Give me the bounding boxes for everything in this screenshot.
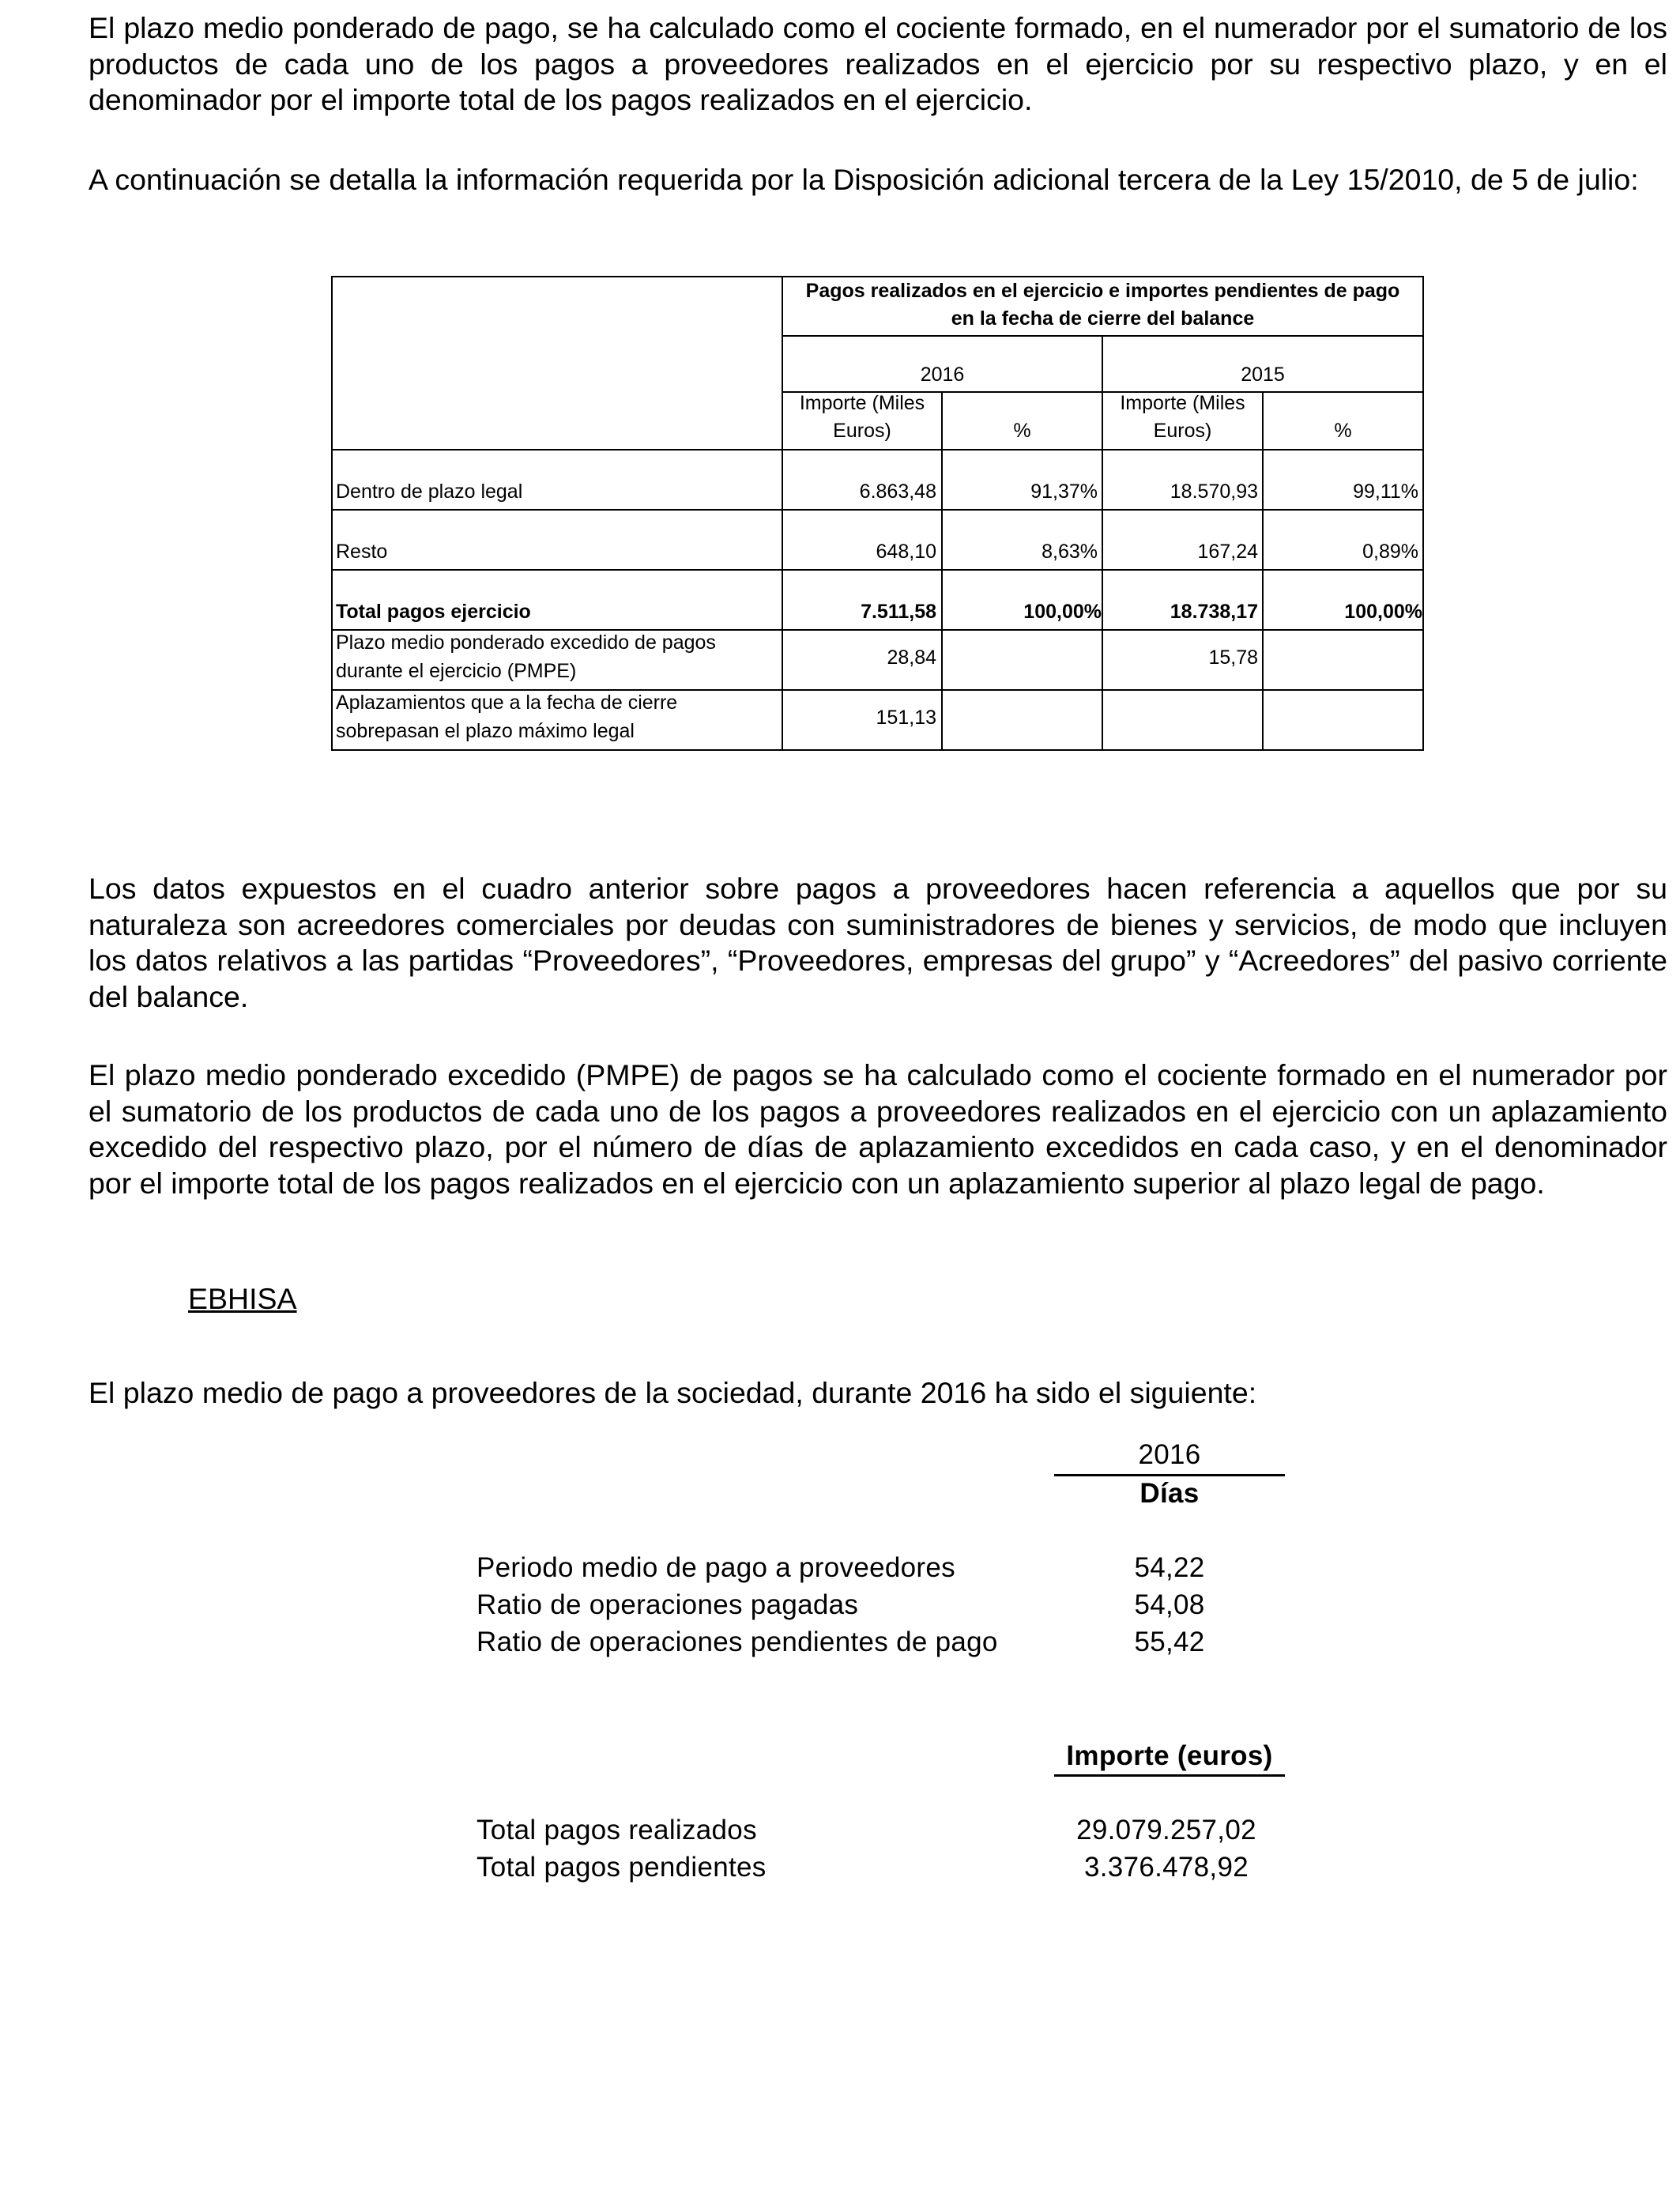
- pmpe-label-line1: Plazo medio ponderado excedido de pagos: [336, 631, 716, 654]
- summary-importe-header: Importe (euros): [1066, 1740, 1273, 1771]
- summary-year: 2016: [1138, 1439, 1201, 1470]
- summary-label: Total pagos pendientes: [477, 1852, 767, 1883]
- row-value: 18.738,17: [1170, 601, 1258, 623]
- table-cell: [941, 689, 1103, 751]
- row-value: 6.863,48: [859, 481, 936, 503]
- summary-value: 54,08: [1134, 1589, 1205, 1620]
- summary-dias-header: Días: [1139, 1478, 1200, 1509]
- row-value: 167,24: [1197, 541, 1258, 563]
- summary-label: Periodo medio de pago a proveedores: [477, 1552, 955, 1583]
- pct-2015-label: %: [1334, 420, 1352, 442]
- summary-rule-bottom: [1054, 1774, 1285, 1777]
- importe-2016-line1: Importe (Miles: [799, 392, 925, 414]
- summary-label: Ratio de operaciones pagadas: [477, 1589, 859, 1620]
- company-payment-paragraph: El plazo medio de pago a proveedores de la sociedad, durante 2016 ha sido el siguiente:: [89, 1376, 1257, 1409]
- summary-value: 54,22: [1134, 1552, 1205, 1583]
- summary-label: Total pagos realizados: [477, 1815, 757, 1845]
- table-cell: [1262, 629, 1424, 691]
- aplaz-label-line2: sobrepasan el plazo máximo legal: [336, 720, 635, 742]
- row-label-total: Total pagos ejercicio: [336, 601, 531, 623]
- intro-paragraph: El plazo medio ponderado de pago, se ha calculado como el cociente formado, en el numerador por el sumatorio de los productos de cada uno de los pagos a proveedores realizados en el ejercicio por su respectivo plazo, y en el denominador por el importe total de los pagos realizados en el ejercicio.: [89, 11, 1667, 116]
- row-value: 0,89%: [1362, 541, 1418, 563]
- pct-2016-label: %: [1013, 420, 1031, 442]
- pmpe-value-2015: 15,78: [1208, 647, 1258, 669]
- row-value: 18.570,93: [1170, 481, 1258, 503]
- importe-2015-line2: Euros): [1153, 420, 1212, 442]
- summary-label: Ratio de operaciones pendientes de pago: [477, 1627, 998, 1657]
- row-value: 8,63%: [1042, 541, 1098, 563]
- table-header-title: Pagos realizados en el ejercicio e importes pendientes de pago: [805, 280, 1400, 302]
- table-cell: [1262, 689, 1424, 751]
- row-label-resto: Resto: [336, 541, 388, 563]
- payments-table: [331, 276, 1424, 751]
- row-value: 99,11%: [1353, 481, 1418, 503]
- row-value: 100,00%: [1344, 601, 1422, 623]
- importe-2016-line2: Euros): [833, 420, 891, 442]
- section-heading-ebhisa: EBHISA: [188, 1282, 297, 1315]
- law-reference-paragraph: A continuación se detalla la información requerida por la Disposición adicional tercera de la Ley 15/2010, de 5 de julio:: [89, 163, 1639, 196]
- importe-2015-line1: Importe (Miles: [1120, 392, 1245, 414]
- aplaz-value-2016: 151,13: [876, 707, 936, 729]
- summary-value: 29.079.257,02: [1076, 1815, 1256, 1845]
- table-cell: [1102, 689, 1264, 751]
- row-value: 91,37%: [1030, 481, 1098, 503]
- summary-value: 55,42: [1134, 1627, 1205, 1657]
- pmpe-method-paragraph: El plazo medio ponderado excedido (PMPE) de pagos se ha calculado como el cociente formado en el numerador por el sumatorio de los productos de cada uno de los pagos a proveedores realizados en el ejercicio con un aplazamiento excedido del respectivo plazo, por el número de días de aplazamiento excedidos en cada caso, y en el denominador por el importe total de los pagos realizados en el ejercicio con un aplazamiento superior al plazo legal de pago.: [89, 1058, 1667, 1200]
- year-2016-label: 2016: [920, 364, 965, 386]
- table-header-subtitle: en la fecha de cierre del balance: [951, 307, 1255, 330]
- row-value: 648,10: [876, 541, 936, 563]
- pmpe-value-2016: 28,84: [887, 647, 936, 669]
- table-corner-cell: [331, 276, 783, 450]
- row-value: 7.511,58: [861, 601, 936, 623]
- data-scope-paragraph: Los datos expuestos en el cuadro anterior sobre pagos a proveedores hacen referencia a aquellos que por su naturaleza son acreedores comerciales por deudas con suministradores de bienes y servicios, de modo que incluyen los datos relativos a las partidas “Proveedores”, “Proveedores, empresas del grupo” y “Acreedores” del pasivo corriente del balance.: [89, 872, 1667, 1013]
- pmpe-label-line2: durante el ejercicio (PMPE): [336, 660, 577, 682]
- row-value: 100,00%: [1023, 601, 1102, 623]
- aplaz-label-line1: Aplazamientos que a la fecha de cierre: [336, 692, 678, 714]
- table-cell: [941, 629, 1103, 691]
- year-2015-label: 2015: [1241, 364, 1285, 386]
- row-label-dentro: Dentro de plazo legal: [336, 481, 523, 503]
- table-row: [331, 509, 783, 571]
- summary-value: 3.376.478,92: [1084, 1852, 1249, 1883]
